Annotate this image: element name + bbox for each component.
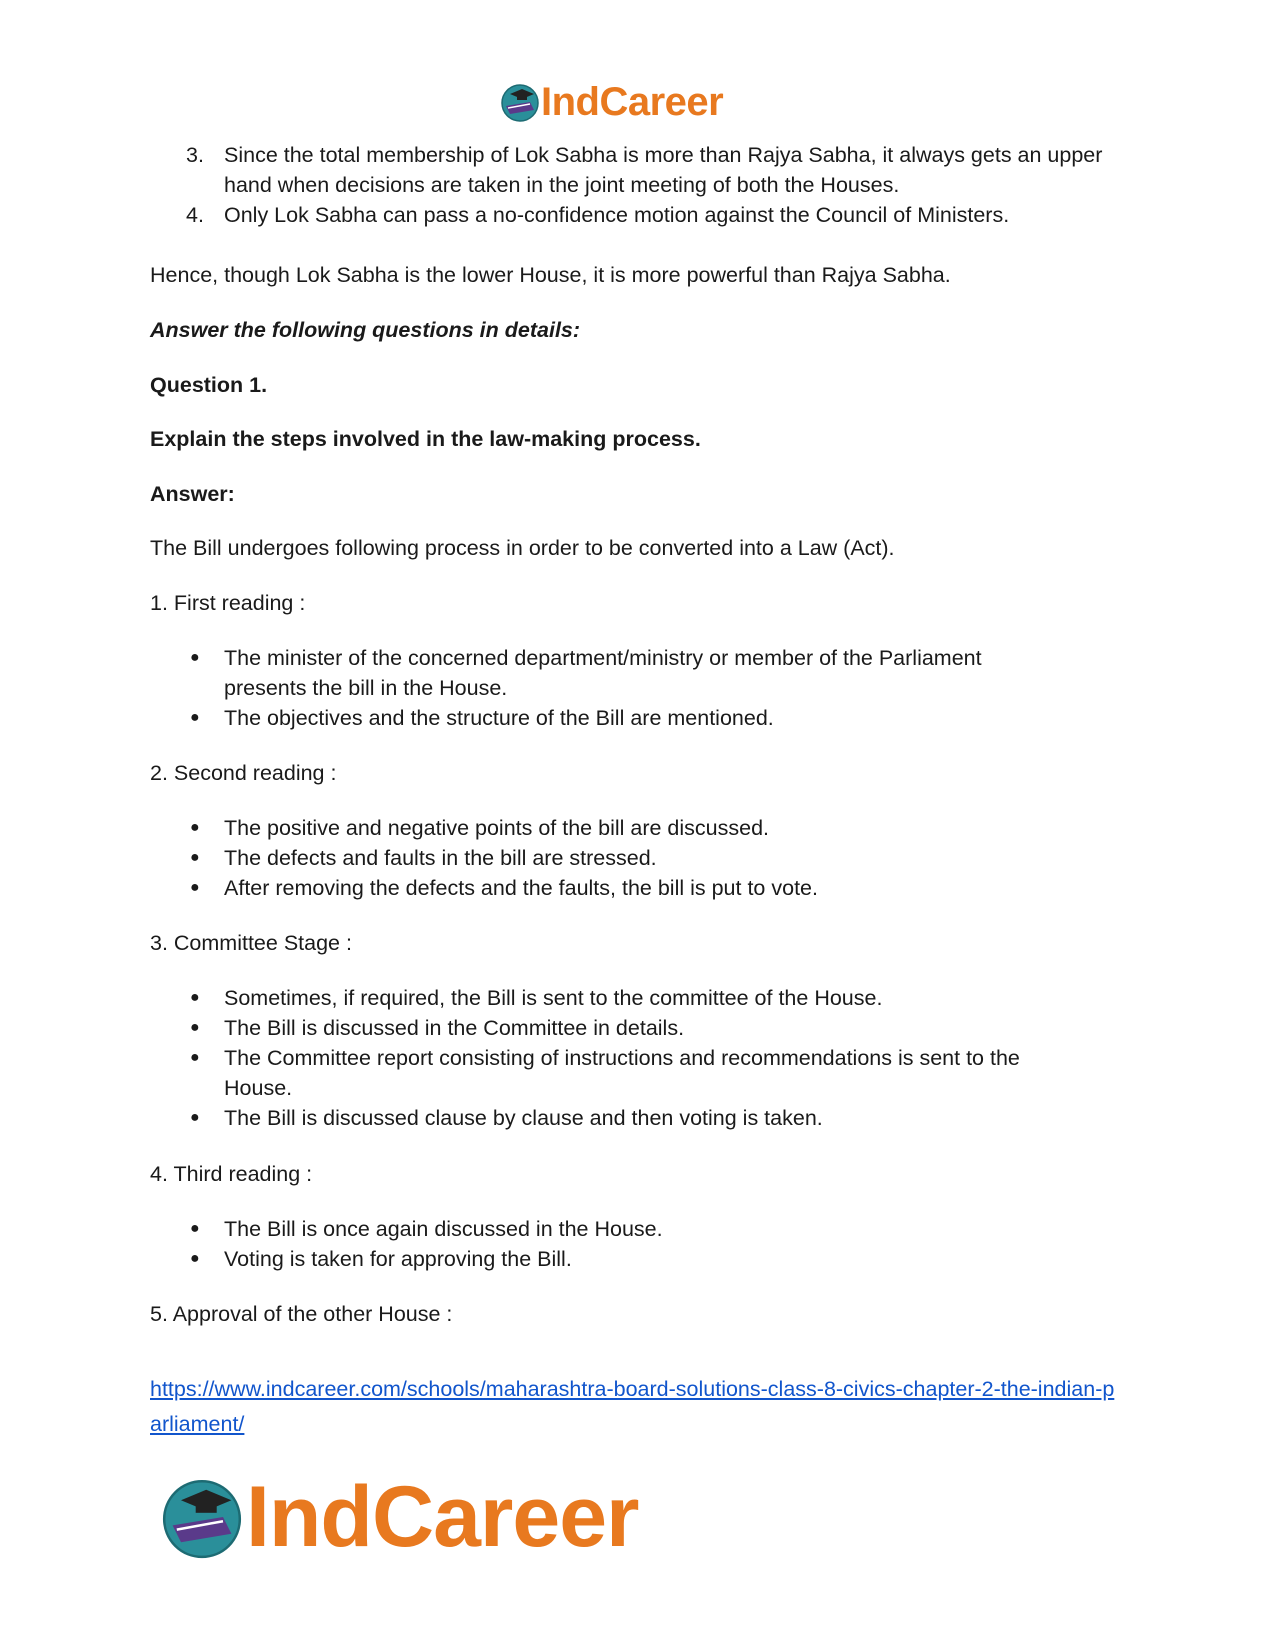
list-item-text: The Bill is once again discussed in the House. bbox=[224, 1217, 663, 1241]
step-title: 5. Approval of the other House : bbox=[150, 1302, 453, 1326]
list-item bbox=[150, 703, 1150, 733]
list-item bbox=[150, 983, 1150, 1013]
list-item-text: After removing the defects and the faults, the bill is put to vote. bbox=[224, 876, 818, 900]
list-item-text: The objectives and the structure of the Bill are mentioned. bbox=[224, 706, 774, 730]
list-item-text: Voting is taken for approving the Bill. bbox=[224, 1247, 572, 1271]
list-item bbox=[150, 843, 1150, 873]
list-item bbox=[150, 643, 1150, 703]
step-bullets bbox=[150, 643, 1150, 733]
section-heading: Answer the following questions in details: bbox=[150, 318, 581, 342]
list-item-text: The defects and faults in the bill are stressed. bbox=[224, 846, 657, 870]
list-item-text: The Bill is discussed in the Committee in details. bbox=[224, 1016, 685, 1040]
bullet-icon: ● bbox=[190, 989, 200, 1006]
question-label: Question 1. bbox=[150, 373, 268, 397]
list-item bbox=[150, 140, 1150, 200]
step-bullets bbox=[150, 813, 1150, 903]
brand-name: IndCareer bbox=[541, 80, 724, 124]
bullet-icon: ● bbox=[190, 1109, 200, 1126]
list-item bbox=[150, 1043, 1150, 1103]
bullet-icon: ● bbox=[190, 849, 200, 866]
list-item bbox=[150, 200, 1150, 230]
list-item bbox=[150, 1013, 1150, 1043]
list-item-text: The positive and negative points of the bill are discussed. bbox=[224, 816, 769, 840]
step-bullets bbox=[150, 983, 1150, 1133]
step-title: 3. Committee Stage : bbox=[150, 931, 352, 955]
list-number: 4. bbox=[186, 203, 204, 227]
footer-logo bbox=[160, 1469, 639, 1565]
bullet-icon: ● bbox=[190, 709, 200, 726]
globe-book-icon bbox=[160, 1475, 244, 1559]
list-item-text: Only Lok Sabha can pass a no-confidence motion against the Council of Ministers. bbox=[224, 203, 1010, 227]
bullet-icon: ● bbox=[190, 1250, 200, 1267]
answer-label: Answer: bbox=[150, 482, 235, 506]
list-item-text: The minister of the concerned department/ministry or member of the Parliament presents the bill in the House. bbox=[224, 646, 982, 700]
intro-list bbox=[150, 140, 1150, 230]
question-text: Explain the steps involved in the law-making process. bbox=[150, 427, 701, 451]
bullet-icon: ● bbox=[190, 1049, 200, 1066]
source-link[interactable]: https://www.indcareer.com/schools/maharashtra-board-solutions-class-8-civics-chapter-2-the-indian-parliament/ bbox=[150, 1377, 1115, 1436]
step-title: 4. Third reading : bbox=[150, 1162, 313, 1186]
list-item bbox=[150, 873, 1150, 903]
globe-book-icon bbox=[500, 82, 540, 122]
header-logo bbox=[500, 80, 723, 124]
list-number: 3. bbox=[186, 143, 204, 167]
list-item-text: Sometimes, if required, the Bill is sent to the committee of the House. bbox=[224, 986, 883, 1010]
list-item bbox=[150, 1214, 1150, 1244]
bullet-icon: ● bbox=[190, 879, 200, 896]
bullet-icon: ● bbox=[190, 819, 200, 836]
list-item-text: Since the total membership of Lok Sabha is more than Rajya Sabha, it always gets an upper hand when decisions are taken in the joint meeting of both the Houses. bbox=[224, 143, 1103, 197]
answer-intro: The Bill undergoes following process in order to be converted into a Law (Act). bbox=[150, 536, 895, 560]
bullet-icon: ● bbox=[190, 649, 200, 666]
bullet-icon: ● bbox=[190, 1220, 200, 1237]
list-item bbox=[150, 813, 1150, 843]
step-title: 2. Second reading : bbox=[150, 761, 337, 785]
bullet-icon: ● bbox=[190, 1019, 200, 1036]
list-item-text: The Committee report consisting of instructions and recommendations is sent to the House. bbox=[224, 1046, 1020, 1100]
step-title: 1. First reading : bbox=[150, 591, 306, 615]
list-item bbox=[150, 1103, 1150, 1133]
list-item-text: The Bill is discussed clause by clause and then voting is taken. bbox=[224, 1106, 823, 1130]
list-item bbox=[150, 1244, 1150, 1274]
brand-name: IndCareer bbox=[246, 1469, 639, 1565]
conclusion-text: Hence, though Lok Sabha is the lower House, it is more powerful than Rajya Sabha. bbox=[150, 263, 951, 287]
step-bullets bbox=[150, 1214, 1150, 1274]
